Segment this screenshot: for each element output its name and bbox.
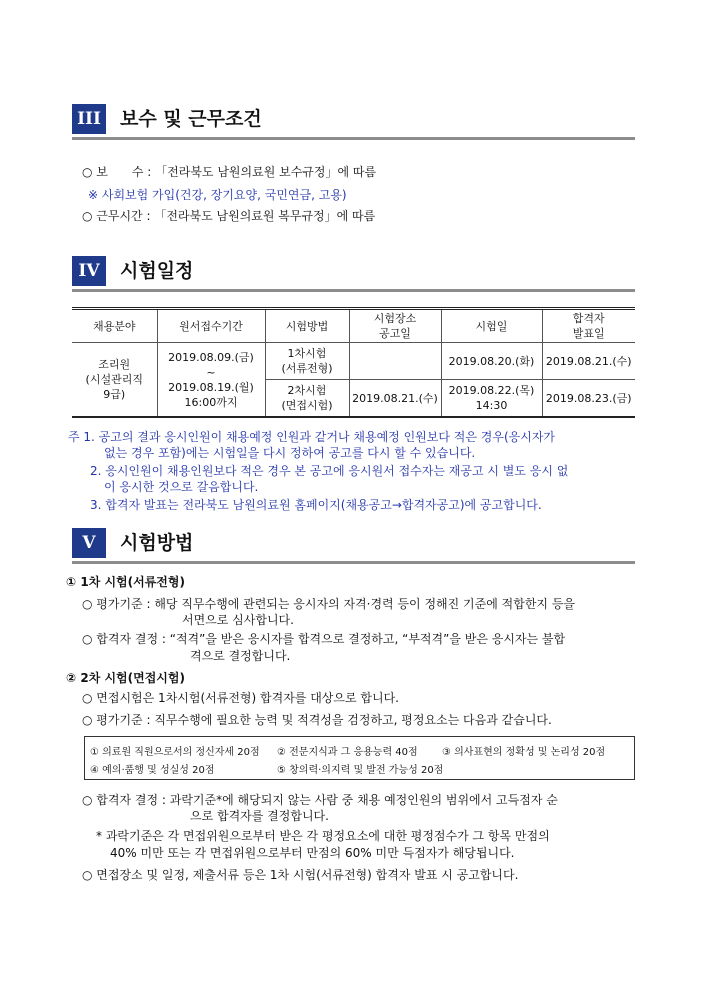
cell-exam-date: 2019.08.22.(목) 14:30	[441, 380, 542, 418]
first-pass-line: 격으로 결정합니다.	[190, 649, 291, 663]
header-exam-date: 시험일	[441, 309, 542, 343]
insurance-note: ※ 사회보험 가입(건강, 장기요양, 국민연금, 고용)	[88, 188, 347, 202]
note-line: 주 1. 공고의 결과 응시인원이 채용예정 인원과 같거나 채용예정 인원보다 적은 경우(응시자가	[68, 430, 555, 444]
second-pass-line: ○ 합격자 결정 : 과락기준*에 해당되지 않는 사람 중 채용 예정인원의 범위에서 고득점자 순	[82, 793, 558, 807]
second-target-line: ○ 면접시험은 1차시험(서류전형) 합격자를 대상으로 합니다.	[82, 691, 399, 705]
section-rule	[72, 561, 635, 564]
section-header-pay	[72, 104, 635, 134]
header-venue-notice: 시험장소 공고일	[349, 309, 441, 343]
pay-line: ○ 보 수 : 「전라북도 남원의료원 보수규정」에 따름	[82, 165, 377, 179]
cell-method: 2차시험 (면접시험)	[265, 380, 349, 418]
cell-venue-notice: 2019.08.21.(수)	[349, 380, 441, 418]
section-number: V	[72, 528, 106, 558]
section-number: IV	[72, 256, 106, 286]
first-pass-line: ○ 합격자 결정 : “적격”을 받은 응시자를 합격으로 결정하고, “부적격”을 받은 응시자는 불합	[82, 632, 566, 646]
cell-exam-date: 2019.08.20.(화)	[441, 343, 542, 380]
first-eval-line: ○ 평가기준 : 해당 직무수행에 관련되는 응시자의 자격·경력 등이 정해진 기준에 적합한지 등을	[82, 597, 576, 611]
section-header-exam-method	[72, 528, 635, 558]
working-hours-line: ○ 근무시간 : 「전라북도 남원의료원 복무규정」에 따름	[82, 209, 376, 223]
criteria-item: ③ 의사표현의 정확성 및 논리성 20점	[442, 747, 606, 758]
first-exam-heading: ① 1차 시험(서류전형)	[66, 575, 185, 589]
section-rule	[72, 137, 635, 140]
note-line: 이 응시한 것으로 갈음합니다.	[104, 480, 259, 494]
table-row	[72, 343, 635, 380]
note-line: 3. 합격자 발표는 전라북도 남원의료원 홈페이지(채용공고→합격자공고)에 공고합니다.	[90, 498, 542, 512]
table-header-row	[72, 309, 635, 343]
header-application-period: 원서접수기간	[157, 309, 265, 343]
second-eval-line: ○ 평가기준 : 직무수행에 필요한 능력 및 적격성을 검정하고, 평정요소는 다음과 같습니다.	[82, 713, 552, 727]
section-title: 보수 및 근무조건	[120, 108, 262, 130]
criteria-item: ② 전문지식과 그 응용능력 40점	[277, 747, 418, 758]
interview-venue-line: ○ 면접장소 및 일정, 제출서류 등은 1차 시험(서류전형) 합격자 발표 시 공고합니다.	[82, 868, 519, 882]
criteria-item: ⑤ 창의력·의지력 및 발전 가능성 20점	[277, 765, 444, 776]
criteria-item: ④ 예의·품행 및 성실성 20점	[90, 765, 215, 776]
cell-venue-notice	[349, 343, 441, 380]
period-start: 2019.08.09.(금)	[168, 350, 254, 364]
second-exam-heading: ② 2차 시험(면접시험)	[66, 671, 185, 685]
header-result-date: 합격자 발표일	[542, 309, 635, 343]
section-number: III	[72, 104, 106, 134]
first-eval-line: 서면으로 심사합니다.	[182, 613, 294, 627]
cell-result-date: 2019.08.23.(금)	[542, 380, 635, 418]
cell-method: 1차시험 (서류전형)	[265, 343, 349, 380]
cell-result-date: 2019.08.21.(수)	[542, 343, 635, 380]
second-pass-line: 으로 합격자를 결정합니다.	[190, 809, 329, 823]
period-end: 2019.08.19.(월) 16:00까지	[168, 380, 254, 409]
section-header-schedule	[72, 256, 635, 286]
header-field: 채용분야	[72, 309, 157, 343]
cell-field: 조리원 (시설관리직 9급)	[72, 343, 157, 418]
criteria-box	[84, 736, 635, 780]
section-title: 시험방법	[120, 532, 194, 554]
header-exam-method: 시험방법	[265, 309, 349, 343]
note-line: 2. 응시인원이 채용인원보다 적은 경우 본 공고에 응시원서 접수자는 재공고 시 별도 응시 없	[90, 464, 569, 478]
schedule-table	[72, 307, 635, 418]
section-rule	[72, 289, 635, 292]
note-line: 없는 경우 포함)에는 시험일을 다시 정하여 공고를 다시 할 수 있습니다.	[104, 446, 476, 460]
cutoff-note-line: 40% 미만 또는 각 면접위원으로부터 만점의 60% 미만 득점자가 해당됩니다.	[110, 846, 515, 860]
period-tilde: ~	[206, 365, 216, 379]
criteria-item: ① 의료원 직원으로서의 정신자세 20점	[90, 747, 260, 758]
cell-application-period	[157, 343, 265, 418]
cutoff-note-line: * 과락기준은 각 면접위원으로부터 받은 각 평정요소에 대한 평정점수가 그 항목 만점의	[96, 829, 550, 843]
section-title: 시험일정	[120, 260, 194, 282]
